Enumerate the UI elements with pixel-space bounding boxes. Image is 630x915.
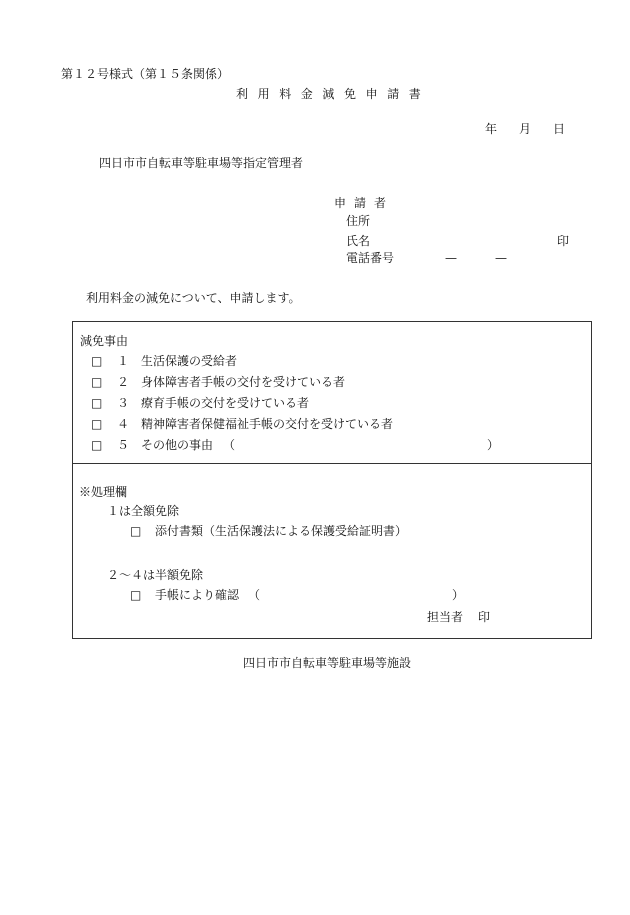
section-divider [73,463,591,464]
document-title: 利用料金減免申請書 [236,87,431,101]
date-line [485,123,565,135]
applicant-name-label: 氏名 [346,234,371,248]
half-exemption-label: ２～４は半額免除 [107,568,204,582]
phone-separator: — [445,251,457,265]
handbook-close-paren: ） [452,588,465,602]
facility-name: 四日市市自転車等駐車場等施設 [243,656,412,670]
checkbox[interactable]: □ [91,438,103,452]
checkbox[interactable]: □ [91,354,103,368]
reason-number: ５ [117,438,130,452]
applicant-header: 申請者 [334,196,395,210]
attached-document-label: 添付書類（生活保護法による保護受給証明書） [155,524,408,538]
intro-text: 利用料金の減免について、申請します。 [86,291,301,305]
reason-number: ３ [117,396,130,410]
checkbox[interactable]: □ [91,375,103,389]
phone-separator: — [495,251,507,265]
reason-text: その他の事由 [141,438,214,452]
reason-number: ２ [117,375,130,389]
reason-text: 療育手帳の交付を受けている者 [141,396,310,410]
handbook-check-label: 手帳により確認 [155,588,240,602]
applicant-address-label: 住所 [346,214,371,228]
applicant-phone-label: 電話番号 [346,251,395,265]
date-day-label: 日 [553,122,566,136]
form-box [72,321,592,639]
form-number: 第１２号様式（第１５条関係） [61,67,230,81]
processing-title: ※処理欄 [79,485,128,499]
reason-text: 身体障害者手帳の交付を受けている者 [141,375,346,389]
checkbox[interactable]: □ [91,396,103,410]
checkbox[interactable]: □ [91,417,103,431]
other-reason-open-paren: （ [223,438,236,452]
reason-number: １ [117,354,130,368]
reason-number: ４ [117,417,130,431]
other-reason-close-paren: ） [487,438,500,452]
applicant-seal: 印 [557,234,570,248]
reasons-title: 減免事由 [80,334,129,348]
addressee: 四日市市自転車等駐車場等指定管理者 [99,156,304,170]
reason-text: 精神障害者保健福祉手帳の交付を受けている者 [141,417,394,431]
checkbox[interactable]: □ [130,588,142,602]
full-exemption-label: １は全額免除 [107,504,180,518]
handbook-open-paren: （ [248,588,261,602]
staff-seal: 印 [478,610,491,624]
checkbox[interactable]: □ [130,524,142,538]
staff-label: 担当者 [427,610,464,624]
date-month-label: 月 [519,122,532,136]
reason-text: 生活保護の受給者 [141,354,238,368]
date-year-label: 年 [485,122,498,136]
